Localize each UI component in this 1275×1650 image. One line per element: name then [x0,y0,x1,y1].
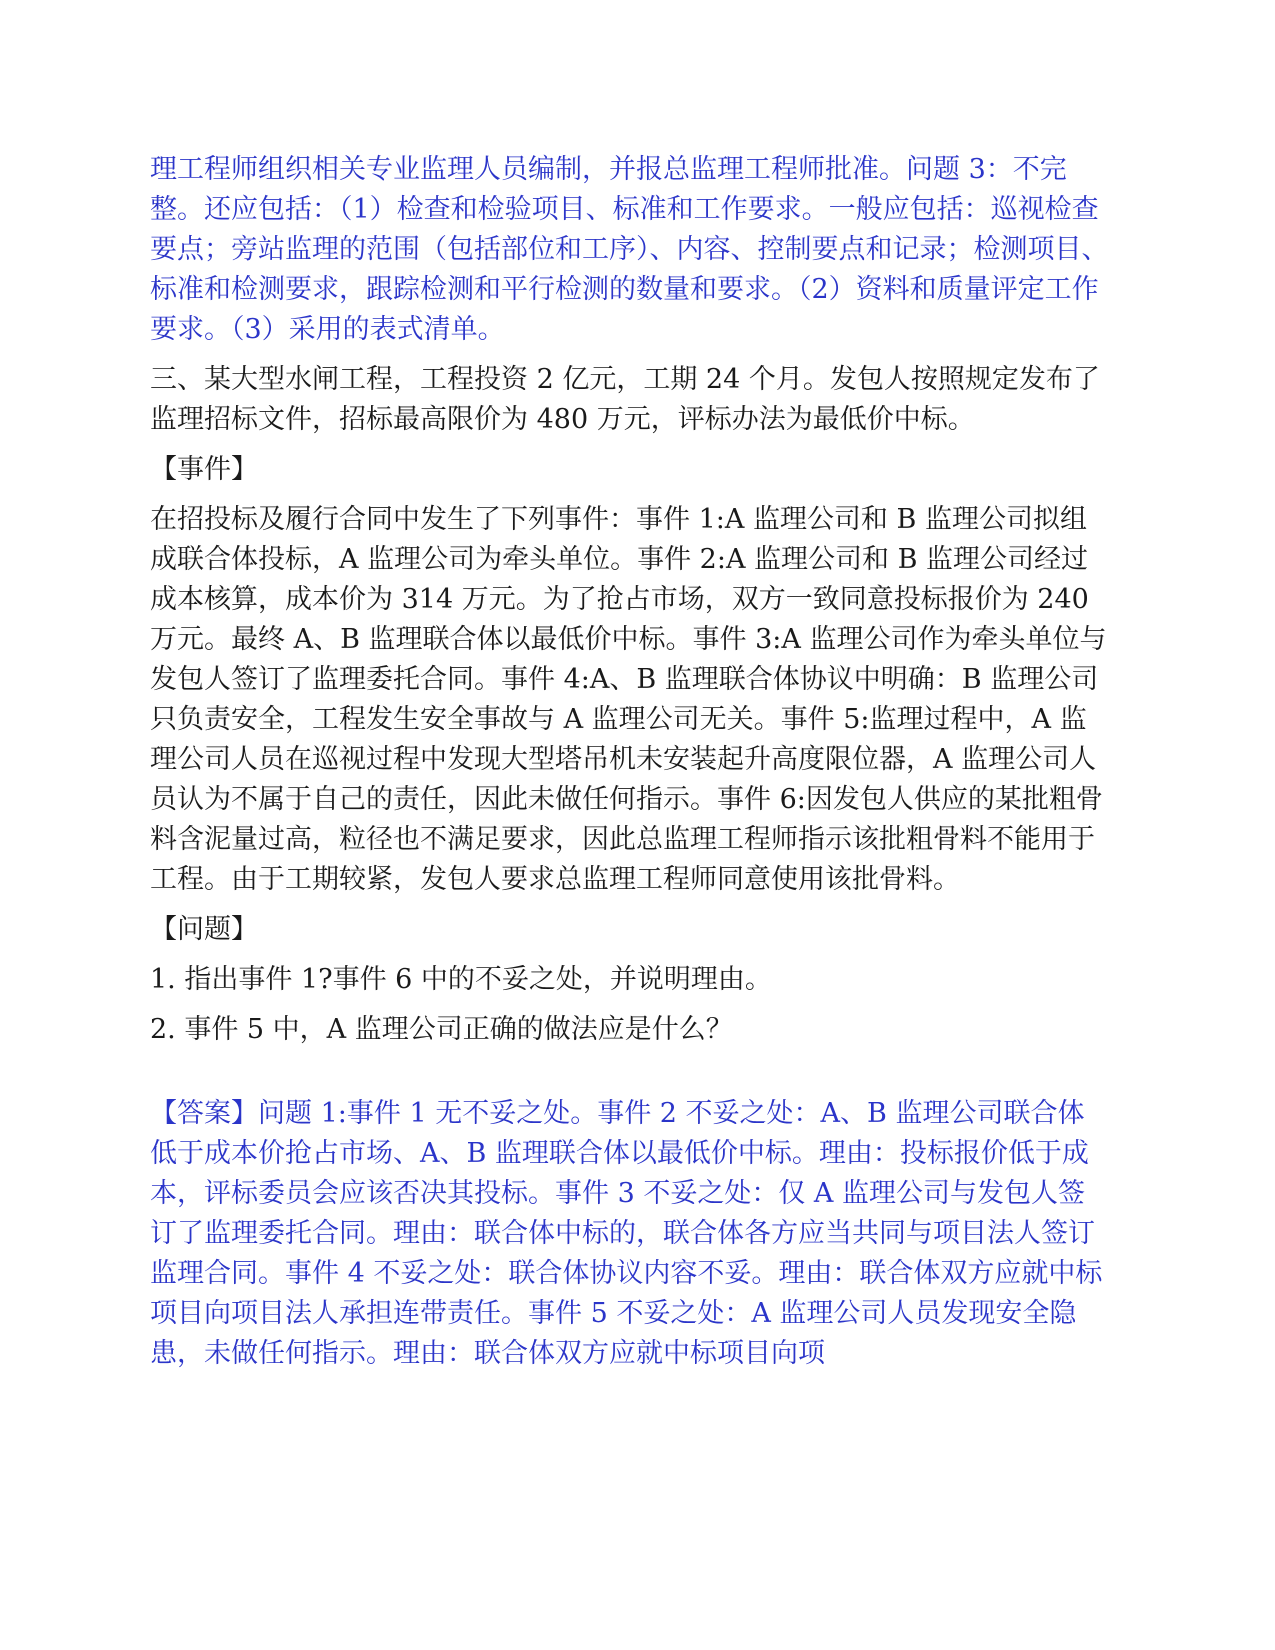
answer-block [150,1094,1110,1374]
answer-tag: 【答案】 [150,1098,258,1129]
answer-text: 问题 1:事件 1 无不妥之处。事件 2 不妥之处：A、B 监理公司联合体低于成本价抢占市场、A、B 监理联合体以最低价中标。理由：投标报价低于成本，评标委员会应该否决其投标。事件 3 不妥之处：仅 A 监理公司与发包人签订了监理委托合同。理由：联合体中标的，联合体各方应当共同与项目法人签订监理合同。事件 4 不妥之处：联合体协议内容不妥。理由：联合体双方应就中标项目向项目法人承担连带责任。事件 5 不妥之处：A 监理公司人员发现安全隐患，未做任何指示。理由：联合体双方应就中标项目向项 [150,1098,1103,1369]
events-text: 在招投标及履行合同中发生了下列事件：事件 1:A 监理公司和 B 监理公司拟组成联合体投标，A 监理公司为牵头单位。事件 2:A 监理公司和 B 监理公司经过成本核算，成本价为 314 万元。为了抢占市场，双方一致同意投标报价为 240 万元。最终 A、B 监理联合体以最低价中标。事件 3:A 监理公司作为牵头单位与发包人签订了监理委托合同。事件 4:A、B 监理联合体协议中明确：B 监理公司只负责安全，工程发生安全事故与 A 监理公司无关。事件 5:监理过程中，A 监理公司人员在巡视过程中发现大型塔吊机未安装起升高度限位器，A 监理公司人员认为不属于自己的责任，因此未做任何指示。事件 6:因发包人供应的某批粗骨料含泥量过高，粒径也不满足要求，因此总监理工程师指示该批粗骨料不能用于工程。由于工期较紧，发包人要求总监理工程师同意使用该批骨料。 [150,504,1107,895]
events-heading: 【事件】 [150,454,258,485]
document-page [150,150,1110,1384]
question-1: 1. 指出事件 1?事件 6 中的不妥之处，并说明理由。 [150,964,772,995]
question-intro: 三、某大型水闸工程，工程投资 2 亿元，工期 24 个月。发包人按照规定发布了监理招标文件，招标最高限价为 480 万元，评标办法为最低价中标。 [150,364,1100,435]
previous-answer-continuation: 理工程师组织相关专业监理人员编制，并报总监理工程师批准。问题 3：不完整。还应包括：（1）检查和检验项目、标准和工作要求。一般应包括：巡视检查要点；旁站监理的范围（包括部位和工序）、内容、控制要点和记录；检测项目、标准和检测要求，跟踪检测和平行检测的数量和要求。（2）资料和质量评定工作要求。（3）采用的表式清单。 [150,154,1109,345]
questions-heading: 【问题】 [150,914,258,945]
section-gap [150,1060,1110,1094]
question-2: 2. 事件 5 中，A 监理公司正确的做法应是什么？ [150,1014,733,1045]
